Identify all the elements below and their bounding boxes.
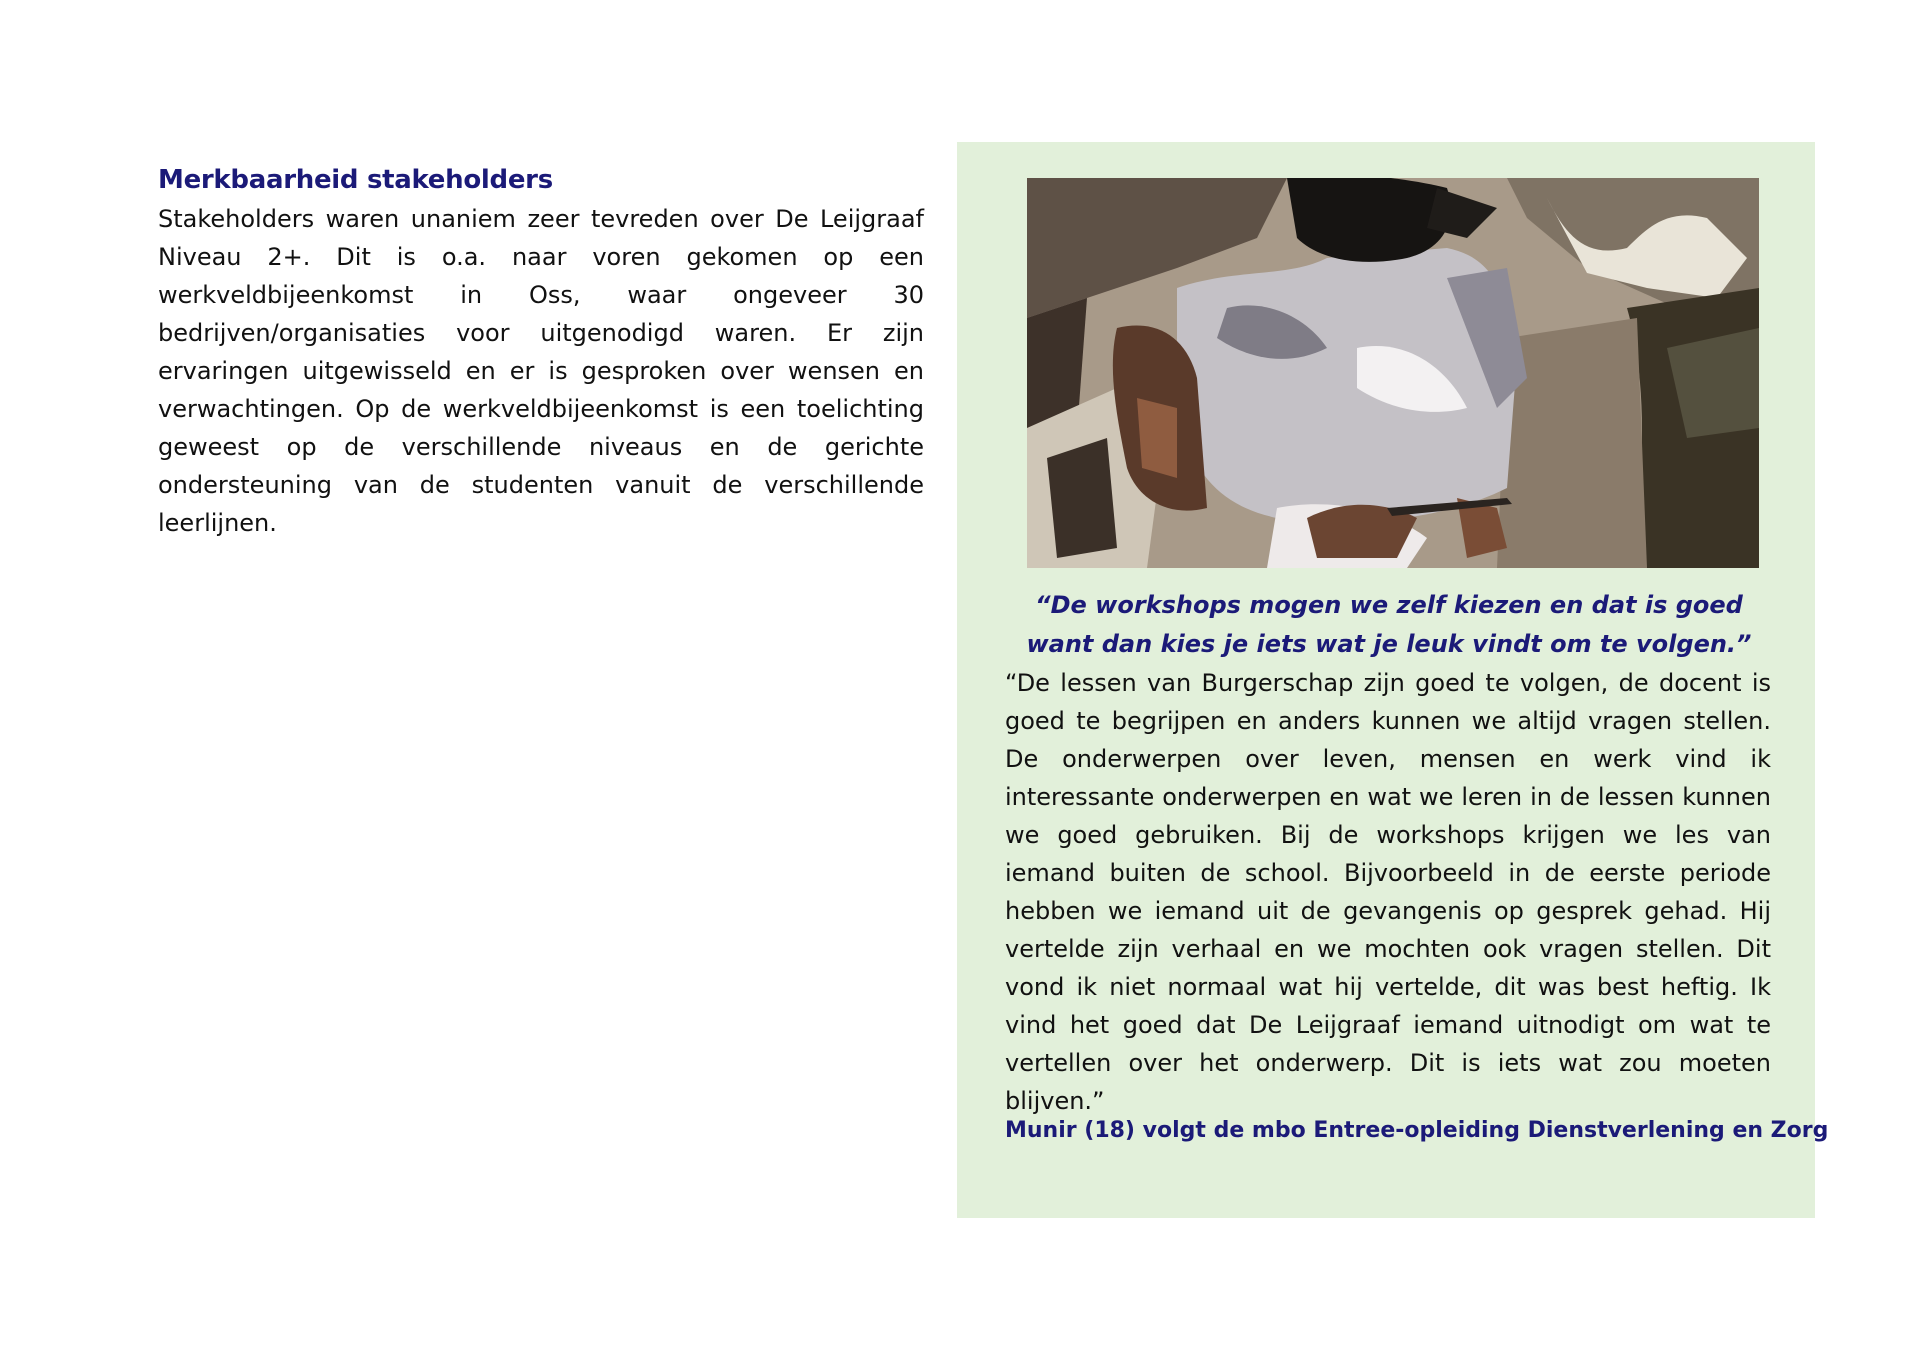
- stakeholders-paragraph: Stakeholders waren unaniem zeer tevreden over De Leijgraaf Niveau 2+. Dit is o.a. naar voren gekomen op een werkveldbijeenkomst in Oss, waar ongeveer 30 bedrijven/organisaties voor uitgenodigd waren. Er zijn ervaringen uitgewisseld en er is gesproken over wensen en verwachtingen. Op de werkveldbijeenkomst is een toelichting geweest op de verschillende niveaus en de gerichte ondersteuning van de studenten vanuit de verschillende leerlijnen.: [158, 205, 924, 537]
- stakeholders-section: [158, 160, 924, 542]
- testimonial-attribution: Munir (18) volgt de mbo Entree-opleiding Dienstverlening en Zorg: [1005, 1118, 1829, 1143]
- testimonial-text: “De lessen van Burgerschap zijn goed te volgen, de docent is goed te begrijpen en anders kunnen we altijd vragen stellen. De onderwerpen over leven, mensen en werk vind ik interessante onderwerpen en wat we leren in de lessen kunnen we goed gebruiken. Bij de workshops krijgen we les van iemand buiten de school. Bijvoorbeeld in de eerste periode hebben we iemand uit de gevangenis op gesprek gehad. Hij vertelde zijn verhaal en we mochten ook vragen stellen. Dit vond ik niet normaal wat hij vertelde, dit was best heftig. Ik vind het goed dat De Leijgraaf iemand uitnodigt om wat te vertellen over het onderwerp. Dit is iets wat zou moeten blijven.”: [1005, 669, 1771, 1115]
- testimonial-box: [957, 142, 1829, 1218]
- section-heading: Merkbaarheid stakeholders: [158, 165, 553, 195]
- student-writing-photo: [1027, 178, 1759, 568]
- highlighted-quote: “De workshops mogen we zelf kiezen en dat is goed want dan kies je iets wat je leuk vindt om te volgen.”: [1026, 591, 1752, 658]
